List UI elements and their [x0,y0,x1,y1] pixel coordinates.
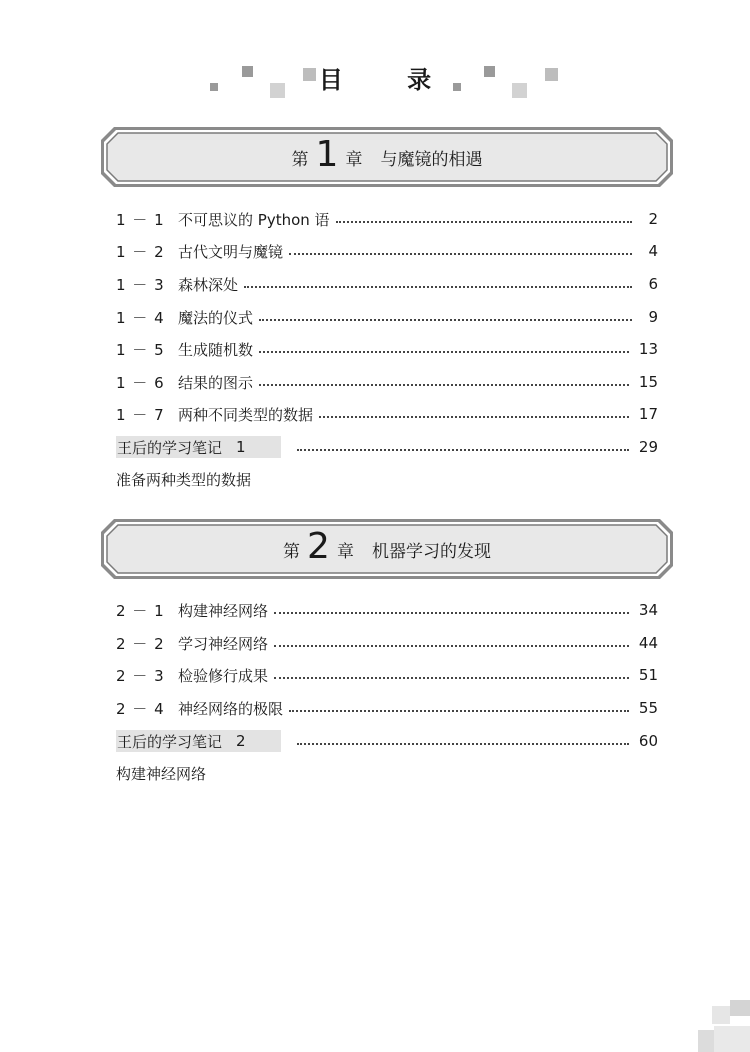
decor-square [698,1030,714,1052]
toc-entry[interactable] [116,369,658,395]
note-label-text: 王后的学习笔记 [117,732,223,751]
page-number: 60 [638,732,658,750]
leader-dots [274,645,629,647]
leader-dots [274,677,629,679]
section-number: 2 － 2 [116,634,165,653]
section-number: 2 － 1 [116,601,165,620]
toc-entry[interactable] [116,271,658,297]
leader-dots [319,416,629,418]
chapter-banner [100,126,674,188]
page-number: 29 [638,438,658,456]
section-number: 1 － 7 [116,405,165,424]
leader-dots [297,743,629,745]
page-number: 6 [648,275,658,293]
leader-dots [289,710,629,712]
chapter-title: 机器学习的发现 [371,541,491,562]
toc-entry[interactable] [116,238,658,264]
chapter-heading [100,126,674,188]
section-title: 检验修行成果 [178,666,269,685]
page-number: 13 [638,340,658,358]
note-number: 1 [236,438,246,456]
chapter-heading [100,518,674,580]
chapter-banner [100,518,674,580]
leader-dots [259,351,629,353]
section-title: 森林深处 [178,275,239,294]
section-title: 古代文明与魔镜 [178,242,284,261]
leader-dots [289,253,632,255]
toc-entry[interactable] [116,630,658,656]
page-number: 4 [648,242,658,260]
chapter-prefix: 第 [283,541,301,562]
page-title: 目 录 [318,66,460,94]
note-label-text: 王后的学习笔记 [117,438,223,457]
decor-square [712,1006,730,1024]
section-title: 构建神经网络 [178,601,269,620]
toc-entry[interactable] [116,206,658,232]
toc-entry[interactable] [116,304,658,330]
section-title: 生成随机数 [178,340,254,359]
leader-dots [259,384,629,386]
decor-square [714,1026,750,1052]
chapter-title: 与魔镜的相遇 [380,149,483,170]
page-number: 34 [638,601,658,619]
section-number: 1 － 4 [116,308,165,327]
page-number: 9 [648,308,658,326]
chapter-number: 2 [307,526,330,567]
section-number: 2 － 3 [116,666,165,685]
leader-dots [274,612,629,614]
page-number: 44 [638,634,658,652]
leader-dots [336,221,632,223]
section-number: 1 － 1 [116,210,165,229]
toc-note-entry[interactable] [116,434,658,460]
section-number: 1 － 2 [116,242,165,261]
toc-entry[interactable] [116,662,658,688]
page-number: 55 [638,699,658,717]
section-title: 学习神经网络 [178,634,269,653]
section-number: 1 － 6 [116,373,165,392]
page-number: 2 [648,210,658,228]
page-number: 17 [638,405,658,423]
page-number: 15 [638,373,658,391]
chapter-prefix: 第 [291,149,309,170]
leader-dots [297,449,629,451]
leader-dots [244,286,632,288]
chapter-suffix: 章 [345,149,363,170]
chapter-number: 1 [315,134,339,175]
section-title: 结果的图示 [178,373,254,392]
leader-dots [259,319,632,321]
note-subtitle: 构建神经网络 [116,765,207,783]
section-number: 1 － 5 [116,340,165,359]
toc-note-entry[interactable] [116,728,658,754]
section-title: 魔法的仪式 [178,308,254,327]
section-number: 1 － 3 [116,275,165,294]
section-number: 2 － 4 [116,699,165,718]
decor-square [730,1000,750,1016]
note-label [116,436,281,458]
section-title: 不可思议的 Python 语 [178,210,330,229]
page-number: 51 [638,666,658,684]
note-number: 2 [236,732,246,750]
toc-entry[interactable] [116,695,658,721]
toc-entry[interactable] [116,336,658,362]
chapter-suffix: 章 [336,541,354,562]
note-subtitle: 准备两种类型的数据 [116,471,252,489]
toc-entry[interactable] [116,401,658,427]
section-title: 两种不同类型的数据 [178,405,314,424]
note-label [116,730,281,752]
toc-entry[interactable] [116,597,658,623]
section-title: 神经网络的极限 [178,699,284,718]
